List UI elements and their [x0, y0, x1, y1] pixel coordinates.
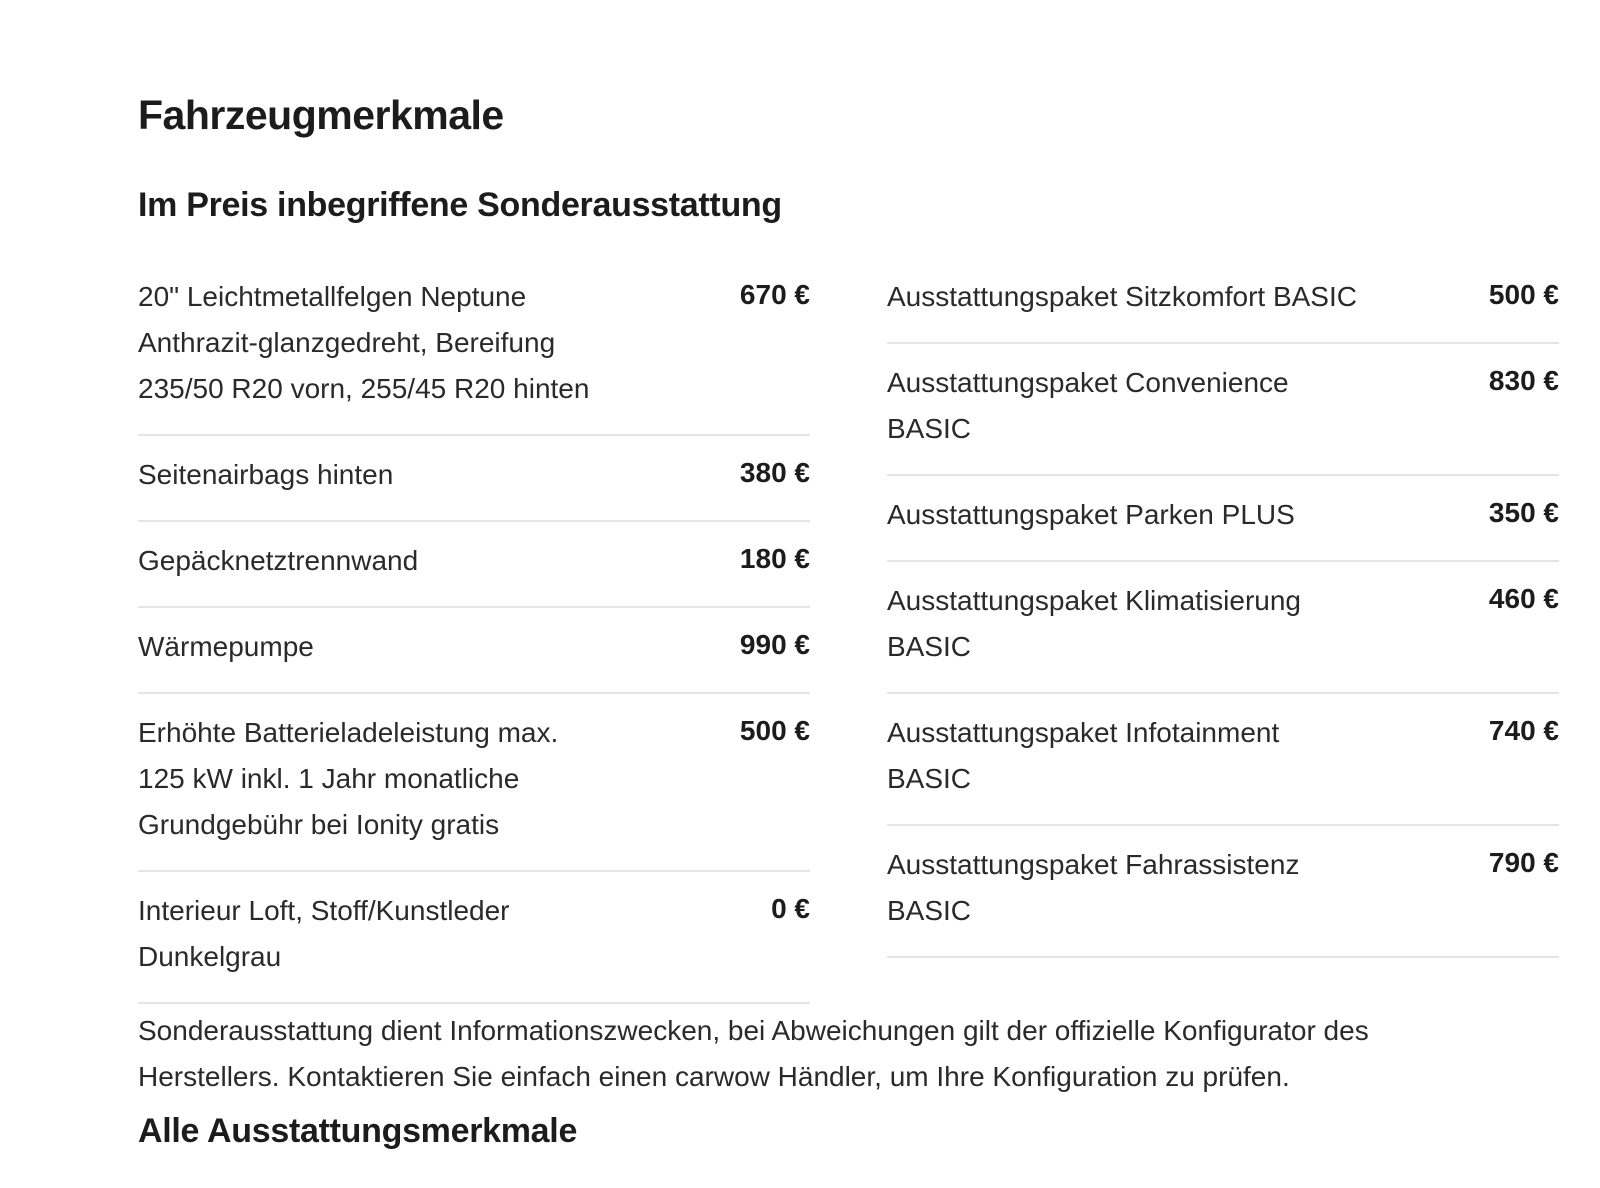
option-label: Ausstattungspaket Convenience BASIC: [887, 367, 1289, 444]
option-label: Ausstattungspaket Fahrassistenz BASIC: [887, 849, 1300, 926]
option-item: [138, 608, 810, 694]
option-item: [138, 522, 810, 608]
options-list-left: [138, 268, 810, 1004]
options-columns: [138, 268, 1558, 1008]
option-item: [138, 872, 810, 1004]
option-item: [887, 694, 1559, 826]
option-label: Gepäcknetztrennwand: [138, 545, 419, 576]
option-label: Ausstattungspaket Infotainment BASIC: [887, 717, 1280, 794]
option-label: 20" Leichtmetallfelgen Neptune Anthrazit-glanzgedreht, Bereifung 235/50 R20 vorn, 255/45 R20 hinten: [138, 281, 590, 404]
option-price: 180 €: [739, 543, 810, 574]
option-price: 790 €: [1488, 847, 1559, 878]
option-item: [138, 436, 810, 522]
option-price: 500 €: [739, 715, 810, 746]
section-title-included-options: Im Preis inbegriffene Sonderausstattung: [138, 186, 782, 224]
option-label: Ausstattungspaket Sitzkomfort BASIC: [887, 281, 1357, 312]
option-item: [887, 826, 1559, 958]
options-list-right: [887, 268, 1559, 958]
option-price: 830 €: [1488, 365, 1559, 396]
option-price: 350 €: [1488, 497, 1559, 528]
option-price: 500 €: [1488, 279, 1559, 310]
option-item: [887, 562, 1559, 694]
option-price: 990 €: [739, 629, 810, 660]
option-price: 670 €: [739, 279, 810, 310]
option-price: 740 €: [1488, 715, 1559, 746]
option-label: Ausstattungspaket Parken PLUS: [887, 499, 1295, 530]
section-title-all-features: Alle Ausstattungsmerkmale: [138, 1112, 578, 1150]
option-item: [138, 268, 810, 436]
option-label: Erhöhte Batterieladeleistung max. 125 kW inkl. 1 Jahr monatliche Grundgebühr bei Ionity gratis: [138, 717, 559, 840]
option-price: 460 €: [1488, 583, 1559, 614]
option-item: [887, 268, 1559, 344]
option-item: [887, 344, 1559, 476]
option-label: Seitenairbags hinten: [138, 459, 394, 490]
option-price: 0 €: [771, 893, 810, 924]
option-price: 380 €: [739, 457, 810, 488]
options-disclaimer: Sonderausstattung dient Informationszwecken, bei Abweichungen gilt der offizielle Konfigurator des Herstellers. Kontaktieren Sie einfach einen carwow Händler, um Ihre Konfiguration zu prüfen.: [138, 1015, 1369, 1092]
option-label: Wärmepumpe: [138, 631, 314, 662]
option-label: Interieur Loft, Stoff/Kunstleder Dunkelgrau: [138, 895, 510, 972]
option-label: Ausstattungspaket Klimatisierung BASIC: [887, 585, 1301, 662]
option-item: [887, 476, 1559, 562]
option-item: [138, 694, 810, 872]
page-title: Fahrzeugmerkmale: [138, 92, 504, 138]
